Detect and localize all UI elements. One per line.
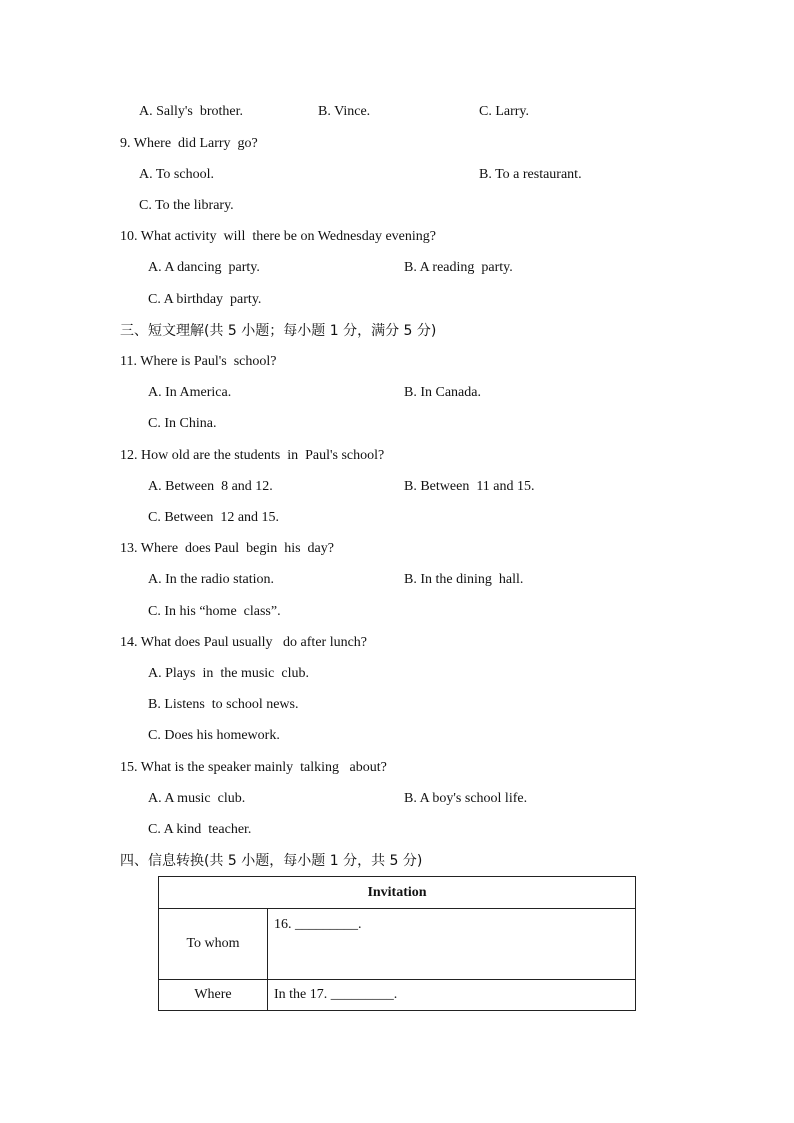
q13-option-c: C. In his “home class”.	[148, 604, 281, 619]
q9-option-b: B. To a restaurant.	[479, 167, 582, 182]
q14-option-c: C. Does his homework.	[148, 728, 280, 743]
q14-stem: 14. What does Paul usually do after lunch?	[120, 635, 368, 650]
q9-stem: 9. Where did Larry go?	[120, 136, 258, 151]
q15-option-c: C. A kind teacher.	[148, 822, 252, 837]
q12-option-a: A. Between 8 and 12.	[148, 479, 273, 494]
q15-option-a: A. A music club.	[148, 791, 246, 806]
table-row	[159, 909, 636, 980]
row-label-where: Where	[159, 980, 268, 1011]
section3-heading: 三、短文理解(共 5 小题；每小题 1 分，满分 5 分)	[120, 323, 437, 339]
q10-option-a: A. A dancing party.	[148, 260, 260, 275]
q14-option-a: A. Plays in the music club.	[148, 666, 309, 681]
q9-option-c: C. To the library.	[139, 198, 234, 213]
q15-option-b: B. A boy's school life.	[404, 791, 528, 806]
answer-blank-16[interactable]: 16. _________.	[268, 909, 636, 980]
invitation-title: Invitation	[159, 877, 636, 909]
q15-stem: 15. What is the speaker mainly talking about?	[120, 760, 387, 775]
q8-option-a: A. Sally's brother.	[139, 104, 244, 119]
row-label-to-whom: To whom	[159, 909, 268, 980]
q12-option-c: C. Between 12 and 15.	[148, 510, 280, 525]
answer-blank-17[interactable]: In the 17. _________.	[268, 980, 636, 1011]
q10-option-c: C. A birthday party.	[148, 292, 262, 307]
section4-heading: 四、信息转换(共 5 小题，每小题 1 分，共 5 分)	[120, 853, 423, 869]
q8-option-b: B. Vince.	[318, 104, 371, 119]
q13-option-b: B. In the dining hall.	[404, 572, 524, 587]
q11-option-c: C. In China.	[148, 416, 217, 431]
table-row	[159, 980, 636, 1011]
q10-option-b: B. A reading party.	[404, 260, 513, 275]
q13-option-a: A. In the radio station.	[148, 572, 274, 587]
q10-stem: 10. What activity will there be on Wednesday evening?	[120, 229, 436, 244]
q11-option-b: B. In Canada.	[404, 385, 481, 400]
q11-option-a: A. In America.	[148, 385, 232, 400]
q11-stem: 11. Where is Paul's school?	[120, 354, 277, 369]
q8-option-c: C. Larry.	[479, 104, 530, 119]
q12-stem: 12. How old are the students in Paul's school?	[120, 448, 385, 463]
q13-stem: 13. Where does Paul begin his day?	[120, 541, 334, 556]
q9-option-a: A. To school.	[139, 167, 214, 182]
q14-option-b: B. Listens to school news.	[148, 697, 299, 712]
q12-option-b: B. Between 11 and 15.	[404, 479, 535, 494]
invitation-table	[158, 876, 636, 1011]
